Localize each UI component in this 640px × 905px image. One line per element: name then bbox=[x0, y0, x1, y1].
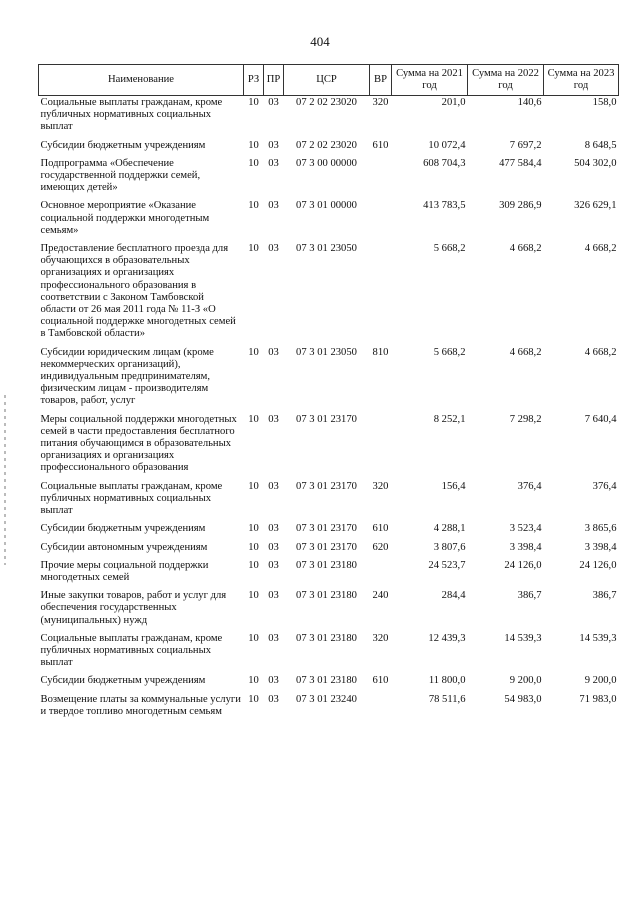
budget-table bbox=[38, 64, 619, 723]
row-sum-2023: 14 539,3 bbox=[579, 632, 617, 644]
row-pr: 03 bbox=[268, 157, 279, 169]
row-vr bbox=[370, 157, 392, 200]
row-pr: 03 bbox=[268, 346, 279, 358]
row-sum-2023: 326 629,1 bbox=[574, 200, 617, 212]
row-sum-2022: 4 668,2 bbox=[509, 243, 542, 255]
row-sum-2023: 8 648,5 bbox=[584, 139, 617, 151]
row-vr: 620 bbox=[372, 541, 389, 553]
row-sum-2021: 8 252,1 bbox=[433, 413, 466, 425]
row-rz: 10 bbox=[248, 480, 259, 492]
row-rz: 10 bbox=[248, 559, 259, 571]
table-row bbox=[39, 522, 619, 540]
row-sum-2022: 54 983,0 bbox=[504, 693, 542, 705]
row-csr: 07 3 00 00000 bbox=[296, 157, 357, 169]
row-vr: 610 bbox=[372, 523, 389, 535]
row-vr bbox=[370, 242, 392, 346]
row-sum-2023: 3 865,6 bbox=[584, 523, 617, 535]
row-sum-2021: 201,0 bbox=[441, 97, 466, 108]
row-csr: 07 3 01 23170 bbox=[296, 413, 357, 425]
table-row bbox=[39, 199, 619, 242]
row-sum-2021: 12 439,3 bbox=[428, 632, 466, 644]
row-sum-2021: 11 800,0 bbox=[428, 675, 466, 687]
row-rz: 10 bbox=[248, 243, 259, 255]
row-sum-2023: 71 983,0 bbox=[579, 693, 617, 705]
row-rz: 10 bbox=[248, 523, 259, 535]
row-name: Субсидии бюджетным учреждениям bbox=[40, 675, 206, 687]
row-csr: 07 3 01 23050 bbox=[296, 346, 357, 358]
row-sum-2021: 10 072,4 bbox=[428, 139, 466, 151]
row-rz: 10 bbox=[248, 97, 259, 108]
row-vr: 610 bbox=[372, 675, 389, 687]
row-name: Возмещение платы за коммунальные услуги и твердое топливо многодетным семьям bbox=[40, 693, 241, 717]
table-row bbox=[39, 480, 619, 523]
row-sum-2021: 78 511,6 bbox=[428, 693, 466, 705]
row-csr: 07 3 01 23170 bbox=[296, 480, 357, 492]
row-sum-2021: 4 288,1 bbox=[433, 523, 466, 535]
row-vr: 810 bbox=[372, 346, 389, 358]
row-name: Иные закупки товаров, работ и услуг для обеспечения государственных (муниципальных) нужд bbox=[40, 590, 227, 626]
row-rz: 10 bbox=[248, 346, 259, 358]
row-vr: 320 bbox=[372, 480, 389, 492]
row-pr: 03 bbox=[268, 139, 279, 151]
row-sum-2022: 3 398,4 bbox=[509, 541, 542, 553]
table-row bbox=[39, 693, 619, 723]
header-sum-2023: Сумма на 2023 год bbox=[544, 65, 619, 96]
row-pr: 03 bbox=[268, 590, 279, 602]
row-sum-2023: 4 668,2 bbox=[584, 346, 617, 358]
row-vr: 320 bbox=[372, 97, 389, 108]
row-rz: 10 bbox=[248, 157, 259, 169]
header-rz: РЗ bbox=[244, 65, 264, 96]
header-sum-2022: Сумма на 2022 год bbox=[468, 65, 544, 96]
row-sum-2023: 504 302,0 bbox=[574, 157, 617, 169]
row-csr: 07 3 01 23180 bbox=[296, 559, 357, 571]
header-sum-2021: Сумма на 2021 год bbox=[392, 65, 468, 96]
table-row bbox=[39, 632, 619, 675]
row-sum-2021: 284,4 bbox=[441, 590, 466, 602]
row-sum-2023: 376,4 bbox=[592, 480, 617, 492]
row-name: Меры социальной поддержки многодетных семей в части предоставления бесплатного питания обучающимся в образовательных организациях и организациях профессионального образования bbox=[40, 413, 237, 474]
row-rz: 10 bbox=[248, 693, 259, 705]
row-sum-2022: 386,7 bbox=[517, 590, 542, 602]
row-sum-2023: 3 398,4 bbox=[584, 541, 617, 553]
row-sum-2021: 608 704,3 bbox=[423, 157, 466, 169]
row-sum-2022: 477 584,4 bbox=[499, 157, 542, 169]
row-pr: 03 bbox=[268, 243, 279, 255]
row-name: Предоставление бесплатного проезда для обучающихся в образовательных организациях и организациях профессионального образования в соответствии с Законом Тамбовской области от 26 мая 2011 года № 11-З «О социальной поддержке многодетных семей в Тамбовской области» bbox=[40, 243, 236, 340]
row-pr: 03 bbox=[268, 200, 279, 212]
row-name: Субсидии автономным учреждениям bbox=[40, 541, 208, 553]
row-sum-2022: 3 523,4 bbox=[509, 523, 542, 535]
row-sum-2022: 376,4 bbox=[517, 480, 542, 492]
row-csr: 07 3 01 23180 bbox=[296, 590, 357, 602]
row-csr: 07 3 01 23050 bbox=[296, 243, 357, 255]
row-vr bbox=[370, 413, 392, 480]
row-pr: 03 bbox=[268, 559, 279, 571]
row-sum-2021: 5 668,2 bbox=[433, 346, 466, 358]
row-sum-2022: 24 126,0 bbox=[504, 559, 542, 571]
table-row bbox=[39, 541, 619, 559]
row-pr: 03 bbox=[268, 632, 279, 644]
row-vr: 240 bbox=[372, 590, 389, 602]
row-name: Социальные выплаты гражданам, кроме публичных нормативных социальных выплат bbox=[40, 480, 223, 517]
row-csr: 07 3 01 23170 bbox=[296, 541, 357, 553]
row-vr bbox=[370, 693, 392, 723]
header-name: Наименование bbox=[39, 65, 244, 96]
row-sum-2023: 386,7 bbox=[592, 590, 617, 602]
row-vr: 610 bbox=[372, 139, 389, 151]
row-sum-2021: 156,4 bbox=[441, 480, 466, 492]
row-pr: 03 bbox=[268, 675, 279, 687]
row-csr: 07 3 01 23180 bbox=[296, 675, 357, 687]
header-csr: ЦСР bbox=[284, 65, 370, 96]
row-sum-2021: 3 807,6 bbox=[433, 541, 466, 553]
row-name: Субсидии юридическим лицам (кроме некоммерческих организаций), индивидуальным предпринимателям, физическим лицам - производителям товаров, работ, услуг bbox=[40, 346, 214, 407]
row-rz: 10 bbox=[248, 541, 259, 553]
row-rz: 10 bbox=[248, 413, 259, 425]
row-vr bbox=[370, 559, 392, 589]
row-csr: 07 2 02 23020 bbox=[296, 139, 357, 151]
scan-edge-mark bbox=[4, 395, 6, 565]
row-sum-2022: 9 200,0 bbox=[509, 675, 542, 687]
row-sum-2022: 7 298,2 bbox=[509, 413, 542, 425]
table-row bbox=[39, 674, 619, 692]
row-name: Социальные выплаты гражданам, кроме публичных нормативных социальных выплат bbox=[40, 632, 223, 669]
table-row bbox=[39, 346, 619, 413]
row-sum-2021: 413 783,5 bbox=[423, 200, 466, 212]
row-sum-2023: 4 668,2 bbox=[584, 243, 617, 255]
row-name: Прочие меры социальной поддержки многодетных семей bbox=[40, 559, 209, 583]
row-pr: 03 bbox=[268, 413, 279, 425]
header-pr: ПР bbox=[264, 65, 284, 96]
row-rz: 10 bbox=[248, 632, 259, 644]
table-row bbox=[39, 589, 619, 632]
row-sum-2023: 24 126,0 bbox=[579, 559, 617, 571]
row-pr: 03 bbox=[268, 541, 279, 553]
row-csr: 07 3 01 00000 bbox=[296, 200, 357, 212]
table-row bbox=[39, 96, 619, 139]
row-name: Подпрограмма «Обеспечение государственной поддержки семей, имеющих детей» bbox=[40, 157, 201, 194]
table-row bbox=[39, 157, 619, 200]
row-sum-2023: 158,0 bbox=[592, 97, 617, 108]
row-csr: 07 3 01 23170 bbox=[296, 523, 357, 535]
row-sum-2022: 309 286,9 bbox=[499, 200, 542, 212]
row-sum-2023: 9 200,0 bbox=[584, 675, 617, 687]
row-sum-2021: 24 523,7 bbox=[428, 559, 466, 571]
table-header-row bbox=[39, 65, 619, 96]
row-rz: 10 bbox=[248, 200, 259, 212]
header-vr: ВР bbox=[370, 65, 392, 96]
row-csr: 07 2 02 23020 bbox=[296, 97, 357, 108]
row-rz: 10 bbox=[248, 675, 259, 687]
row-csr: 07 3 01 23240 bbox=[296, 693, 357, 705]
table-row bbox=[39, 242, 619, 346]
row-sum-2023: 7 640,4 bbox=[584, 413, 617, 425]
row-vr bbox=[370, 199, 392, 242]
row-rz: 10 bbox=[248, 590, 259, 602]
page-number: 404 bbox=[310, 34, 330, 49]
row-name: Социальные выплаты гражданам, кроме публичных нормативных социальных выплат bbox=[40, 97, 223, 133]
row-sum-2022: 4 668,2 bbox=[509, 346, 542, 358]
row-pr: 03 bbox=[268, 693, 279, 705]
row-sum-2022: 140,6 bbox=[517, 97, 542, 108]
row-name: Субсидии бюджетным учреждениям bbox=[40, 139, 206, 151]
row-sum-2021: 5 668,2 bbox=[433, 243, 466, 255]
row-name: Субсидии бюджетным учреждениям bbox=[40, 523, 206, 535]
table-row bbox=[39, 559, 619, 589]
row-pr: 03 bbox=[268, 480, 279, 492]
row-sum-2022: 7 697,2 bbox=[509, 139, 542, 151]
row-name: Основное мероприятие «Оказание социальной поддержки многодетным семьям» bbox=[40, 200, 210, 236]
row-vr: 320 bbox=[372, 632, 389, 644]
table-row bbox=[39, 413, 619, 480]
row-pr: 03 bbox=[268, 523, 279, 535]
row-rz: 10 bbox=[248, 139, 259, 151]
row-sum-2022: 14 539,3 bbox=[504, 632, 542, 644]
table-row bbox=[39, 139, 619, 157]
row-pr: 03 bbox=[268, 97, 279, 108]
row-csr: 07 3 01 23180 bbox=[296, 632, 357, 644]
